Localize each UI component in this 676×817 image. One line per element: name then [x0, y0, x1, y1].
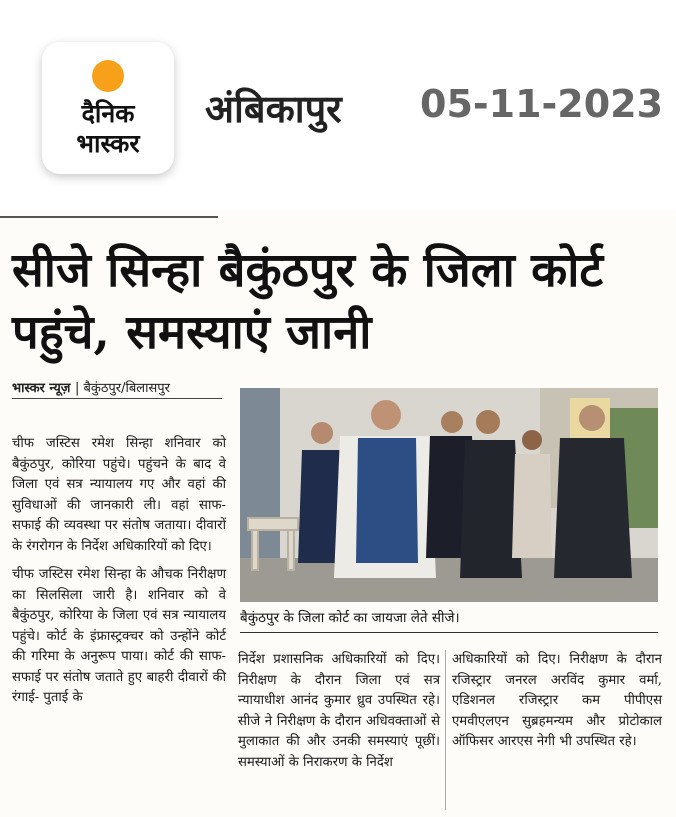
article-column-1 [12, 434, 226, 717]
logo-text-line2: भास्कर [76, 129, 140, 158]
paragraph-1: चीफ जस्टिस रमेश सिन्हा शनिवार को बैकुंठपुर, कोरिया पहुंचे। पहुंचने के बाद वे जिला एवं सत्र न्यायालय गए और वहां की सुविधाओं की जानकारी ली। वहां साफ- सफाई की व्यवस्था पर संतोष जताया। दीवारों के रंगरोगन के निर्देश अधिकारियों को दिए। [12, 436, 226, 554]
sun-icon [92, 60, 124, 92]
newspaper-clipping [0, 210, 676, 817]
top-divider [0, 216, 218, 218]
caption-divider [240, 632, 658, 633]
paragraph-2: चीफ जस्टिस रमेश सिन्हा के औचक निरीक्षण का सिलसिला जारी है। शनिवार को वे बैकुंठपुर, कोरिया के जिला एवं सत्र न्यायालय पहुंचे। कोर्ट के इंफ्रास्ट्रक्चर को उन्होंने कोर्ट की गरिमा के अनुरूप पाया। कोर्ट की साफ- सफाई पर संतोष जताते हुए बाहरी दीवारों की रंगाई- पुताई के [12, 567, 226, 705]
byline-divider [12, 398, 222, 399]
byline-source: भास्कर न्यूज़ [12, 381, 71, 396]
edition-date: 05-11-2023 [420, 82, 664, 126]
article-column-2 [238, 650, 440, 781]
byline-place: | बैकुंठपुर/बिलासपुर [74, 381, 170, 396]
article-photo [240, 388, 658, 602]
logo-text-line1: दैनिक [81, 99, 135, 128]
paragraph-4: अधिकारियों को दिए। निरीक्षण के दौरान रजिस्ट्रार जनरल अरविंद कुमार वर्मा, एडिशनल रजिस्ट्रार कम पीपीएस एमवीएलएन सुब्रहमन्यम और प्रोटोकाल ऑफिसर आरएस नेगी भी उपस्थित रहे। [452, 652, 662, 749]
article-headline: सीजे सिन्हा बैकुंठपुर के जिला कोर्ट पहुंचे, समस्याएं जानी [12, 243, 604, 360]
dainik-bhaskar-logo [42, 42, 174, 174]
article-column-3 [452, 650, 662, 761]
photo-caption: बैकुंठपुर के जिला कोर्ट का जायजा लेते सीजे। [240, 610, 460, 626]
edition-city: अंबिकापुर [205, 87, 342, 131]
paragraph-3: निर्देश प्रशासनिक अधिकारियों को दिए। निरीक्षण के दौरान जिला एवं सत्र न्यायाधीश आनंद कुमार ध्रुव उपस्थित रहे। सीजे ने निरीक्षण के दौरान अधिवक्ताओं से मुलाकात की और उनकी समस्याएं पूछीं। समस्याओं के निराकरण के निर्देश [238, 652, 440, 770]
column-divider [445, 650, 446, 810]
photo-illustration [240, 388, 658, 602]
article-byline [12, 378, 170, 396]
